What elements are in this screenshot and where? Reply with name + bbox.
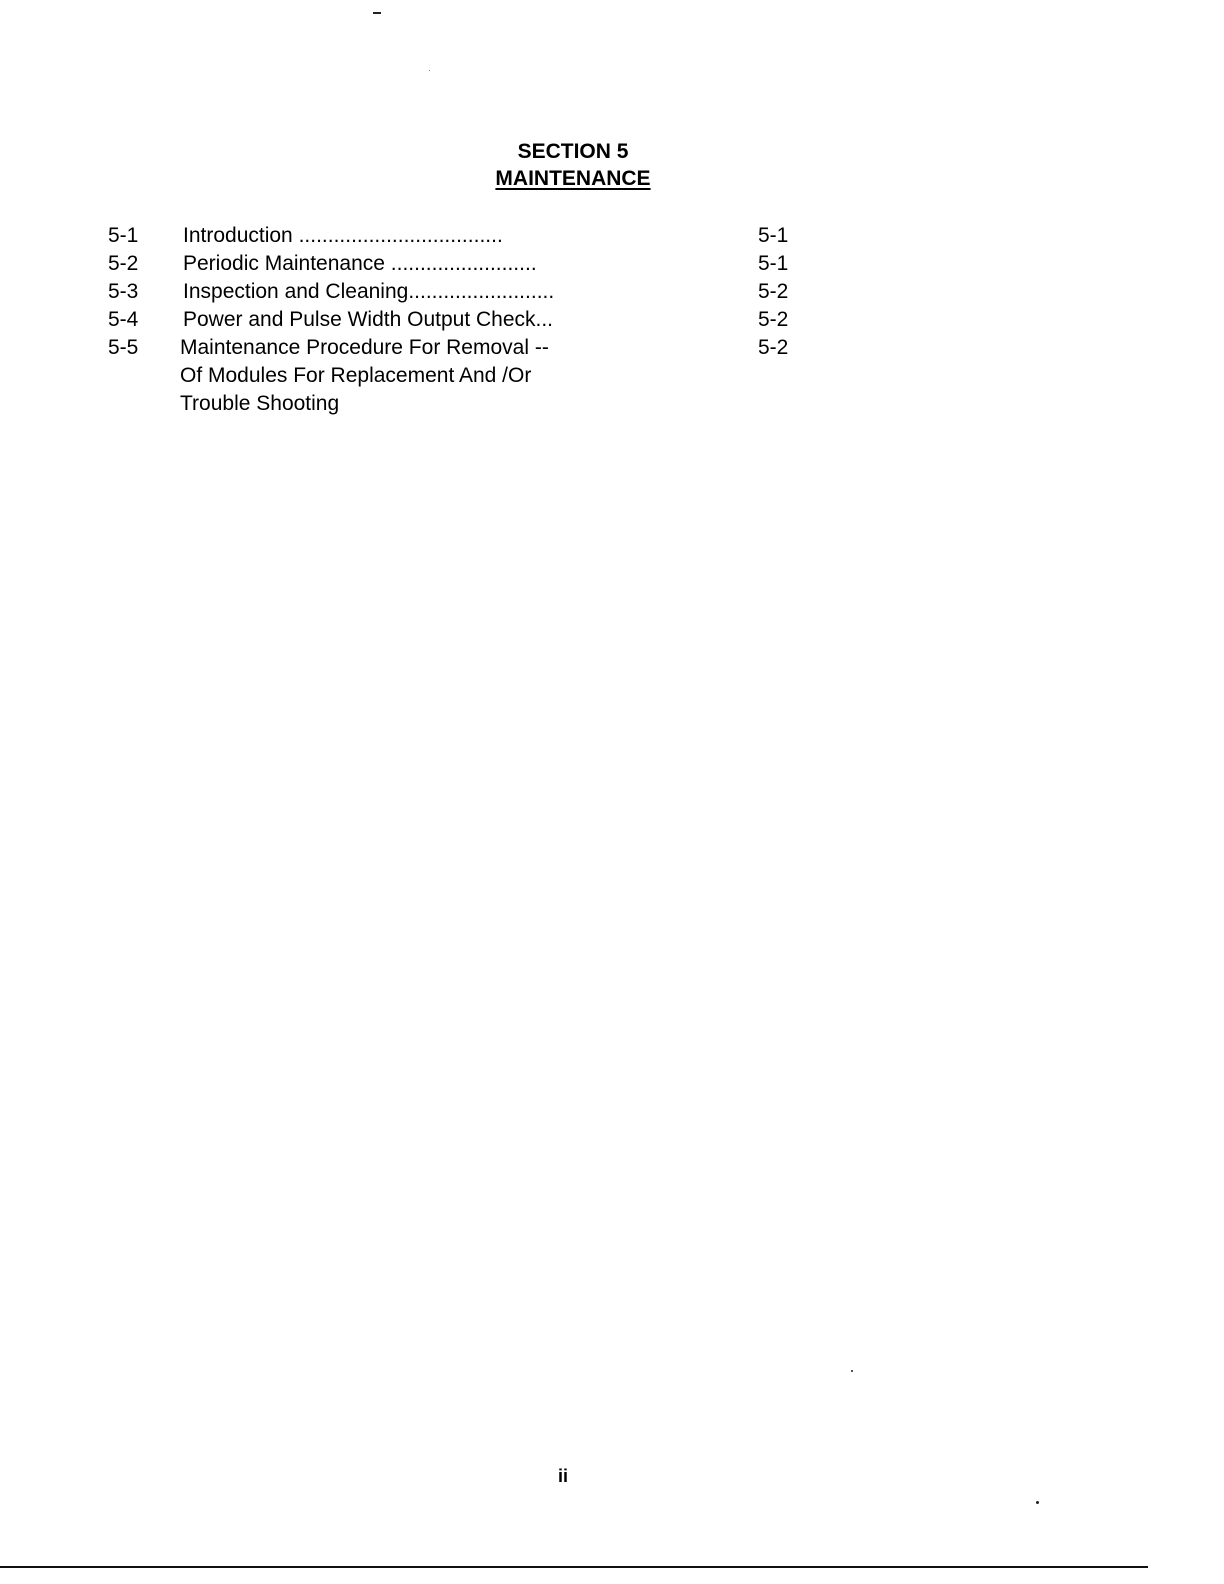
scan-artifact-dash [373, 12, 381, 14]
toc-entry-number: 5-1 [108, 224, 139, 247]
toc-entry-continuation [0, 362, 1224, 390]
toc-entry [0, 278, 1224, 306]
section-subtitle: MAINTENANCE [495, 167, 651, 190]
toc-entry-title: Inspection and Cleaning......................... [183, 280, 555, 303]
toc-entry-page: 5-1 [758, 252, 789, 275]
toc-entry-title-continuation: Trouble Shooting [180, 392, 340, 415]
section-title: SECTION 5 [517, 140, 629, 163]
toc-entry-page: 5-2 [758, 280, 789, 303]
scan-artifact-dot [1036, 1501, 1039, 1504]
toc-entry-title: Periodic Maintenance ......................... [183, 252, 537, 275]
toc-entry-page: 5-1 [758, 224, 789, 247]
toc-entry-number: 5-4 [108, 308, 139, 331]
page-bottom-rule [0, 1566, 1148, 1568]
scan-artifact-speck [429, 70, 430, 71]
toc-entry [0, 334, 1224, 362]
toc-entry [0, 222, 1224, 250]
toc-entry-title-continuation: Of Modules For Replacement And /Or [180, 364, 532, 387]
toc-entry-page: 5-2 [758, 336, 789, 359]
toc-entry [0, 250, 1224, 278]
toc-entry-page: 5-2 [758, 308, 789, 331]
toc-entry-title: Power and Pulse Width Output Check... [183, 308, 554, 331]
toc-entry-continuation [0, 390, 1224, 418]
table-of-contents [0, 222, 1224, 418]
toc-entry [0, 306, 1224, 334]
page-number: ii [557, 1466, 568, 1486]
toc-entry-number: 5-2 [108, 252, 139, 275]
toc-entry-number: 5-3 [108, 280, 139, 303]
toc-entry-number: 5-5 [108, 336, 139, 359]
scan-artifact-dot [851, 1370, 853, 1372]
toc-entry-title: Introduction ................................... [183, 224, 503, 247]
toc-entry-title: Maintenance Procedure For Removal -- [180, 336, 549, 359]
